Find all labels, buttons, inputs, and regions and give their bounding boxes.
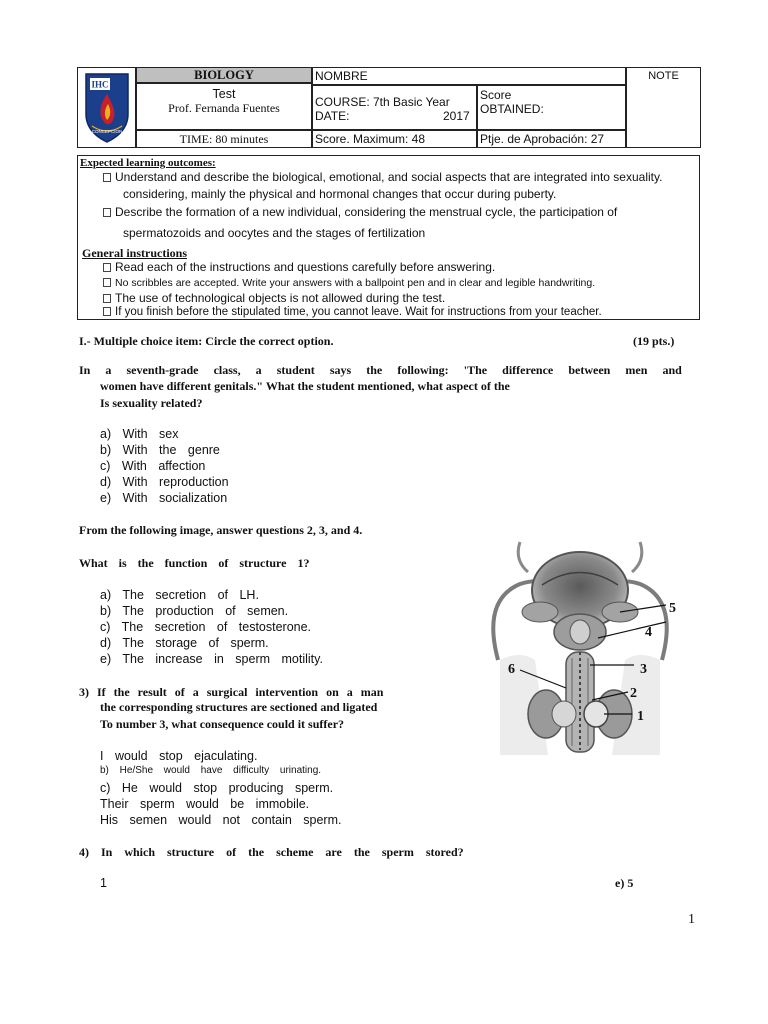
question-3-line-1: 3) If the result of a surgical intervention on a man <box>79 685 384 699</box>
q3-option-a[interactable]: I would stop ejaculating. <box>100 749 258 763</box>
question-1-word: says <box>329 363 352 377</box>
section-points: (19 pts.) <box>633 334 675 348</box>
figure-label-4: 4 <box>645 625 652 640</box>
checkbox-icon <box>103 278 111 287</box>
question-1-word: In <box>79 363 91 377</box>
question-1-word: 'The <box>463 363 488 377</box>
course-label: COURSE: 7th Basic Year <box>315 95 450 109</box>
q3-option-c[interactable]: c) He would stop producing sperm. <box>100 781 334 795</box>
question-1-word: and <box>662 363 682 377</box>
question-3-line-3: To number 3, what consequence could it suffer? <box>100 717 345 731</box>
svg-text:IHC: IHC <box>91 79 109 90</box>
q2-option-a[interactable]: a) The secretion of LH. <box>100 588 259 602</box>
question-1-word: student <box>276 363 315 377</box>
question-1-word: the <box>366 363 383 377</box>
question-1-word: a <box>105 363 112 377</box>
page-number: 1 <box>688 912 695 927</box>
question-1-word: class, <box>213 363 241 377</box>
q1-option-e[interactable]: e) With socialization <box>100 491 228 505</box>
obtained-label: OBTAINED: <box>480 102 544 116</box>
svg-text:CONCEPCION: CONCEPCION <box>91 129 123 134</box>
q4-option-last[interactable]: e) 5 <box>615 876 634 890</box>
q1-option-c[interactable]: c) With affection <box>100 459 206 473</box>
score-label: Score <box>480 88 512 102</box>
figure-label-6: 6 <box>508 662 515 677</box>
test-time: TIME: 80 minutes <box>179 132 269 146</box>
teacher-name: Prof. Fernanda Fuentes <box>168 101 280 115</box>
date-label: DATE: <box>315 109 350 123</box>
question-1-word: a <box>255 363 262 377</box>
question-1-word: between <box>568 363 611 377</box>
max-score: Score. Maximum: 48 <box>315 132 426 146</box>
test-label: Test <box>212 87 236 101</box>
q4-option-first[interactable]: 1 <box>100 876 107 890</box>
q2-option-c[interactable]: c) The secretion of testosterone. <box>100 620 312 634</box>
q3-option-d[interactable]: Their sperm would be immobile. <box>100 797 310 811</box>
outcome-1-line-1: Understand and describe the biological, emotional, and social aspects that are integrated into sexuality. <box>103 170 662 184</box>
question-1-word: following: <box>397 363 449 377</box>
instruction-item: The use of technological objects is not allowed during the test. <box>103 291 445 305</box>
figure-label-3: 3 <box>640 662 647 677</box>
checkbox-icon <box>103 263 111 272</box>
outcome-2-line-2: spermatozoids and oocytes and the stages of fertilization <box>123 226 426 240</box>
checkbox-icon <box>103 208 111 217</box>
checkbox-icon <box>103 294 111 303</box>
outcome-2-line-1: Describe the formation of a new individual, considering the menstrual cycle, the participation of <box>103 205 617 219</box>
question-3-line-2: the corresponding structures are sectioned and ligated <box>100 700 378 714</box>
subject-title: BIOLOGY <box>194 68 254 82</box>
q1-option-d[interactable]: d) With reproduction <box>100 475 229 489</box>
question-1-word: men <box>625 363 648 377</box>
q2-option-b[interactable]: b) The production of semen. <box>100 604 289 618</box>
date-value: 2017 <box>443 109 470 123</box>
question-2: What is the function of structure 1? <box>79 556 310 570</box>
outcomes-heading: Expected learning outcomes: <box>80 157 216 169</box>
question-1-line-2: women have different genitals." What the student mentioned, what aspect of the <box>100 379 510 393</box>
checkbox-icon <box>103 307 111 316</box>
name-label: NOMBRE <box>315 69 368 83</box>
instruction-item: No scribbles are accepted. Write your answers with a ballpoint pen and in clear and legible handwriting. <box>103 277 595 289</box>
figure-label-5: 5 <box>669 601 676 616</box>
image-intro: From the following image, answer questions 2, 3, and 4. <box>79 523 363 537</box>
question-1-line-3: Is sexuality related? <box>100 396 203 410</box>
school-logo <box>82 70 132 146</box>
figure-label-2: 2 <box>630 686 637 701</box>
q3-option-b[interactable]: b) He/She would have difficulty urinating. <box>100 765 322 776</box>
outcome-1-line-2: considering, mainly the physical and hormonal changes that occur during puberty. <box>123 187 557 201</box>
instructions-heading: General instructions <box>82 246 187 260</box>
question-1-word: seventh-grade <box>126 363 199 377</box>
q3-option-e[interactable]: His semen would not contain sperm. <box>100 813 342 827</box>
q2-option-e[interactable]: e) The increase in sperm motility. <box>100 652 323 666</box>
checkbox-icon <box>103 173 111 182</box>
instruction-item: If you finish before the stipulated time, you cannot leave. Wait for instructions from your teacher. <box>103 306 602 318</box>
q1-option-b[interactable]: b) With the genre <box>100 443 220 457</box>
question-1-line-1 <box>79 363 682 378</box>
instruction-item: Read each of the instructions and questions carefully before answering. <box>103 260 495 274</box>
note-label: NOTE <box>648 70 679 82</box>
q1-option-a[interactable]: a) With sex <box>100 427 179 441</box>
anatomy-figure <box>480 540 680 760</box>
question-1-word: difference <box>502 363 554 377</box>
section-title: I.- Multiple choice item: Circle the correct option. <box>79 334 334 348</box>
figure-label-1: 1 <box>637 709 644 724</box>
question-4: 4) In which structure of the scheme are the sperm stored? <box>79 845 464 859</box>
pass-score: Ptje. de Aprobación: 27 <box>480 132 605 146</box>
q2-option-d[interactable]: d) The storage of sperm. <box>100 636 269 650</box>
